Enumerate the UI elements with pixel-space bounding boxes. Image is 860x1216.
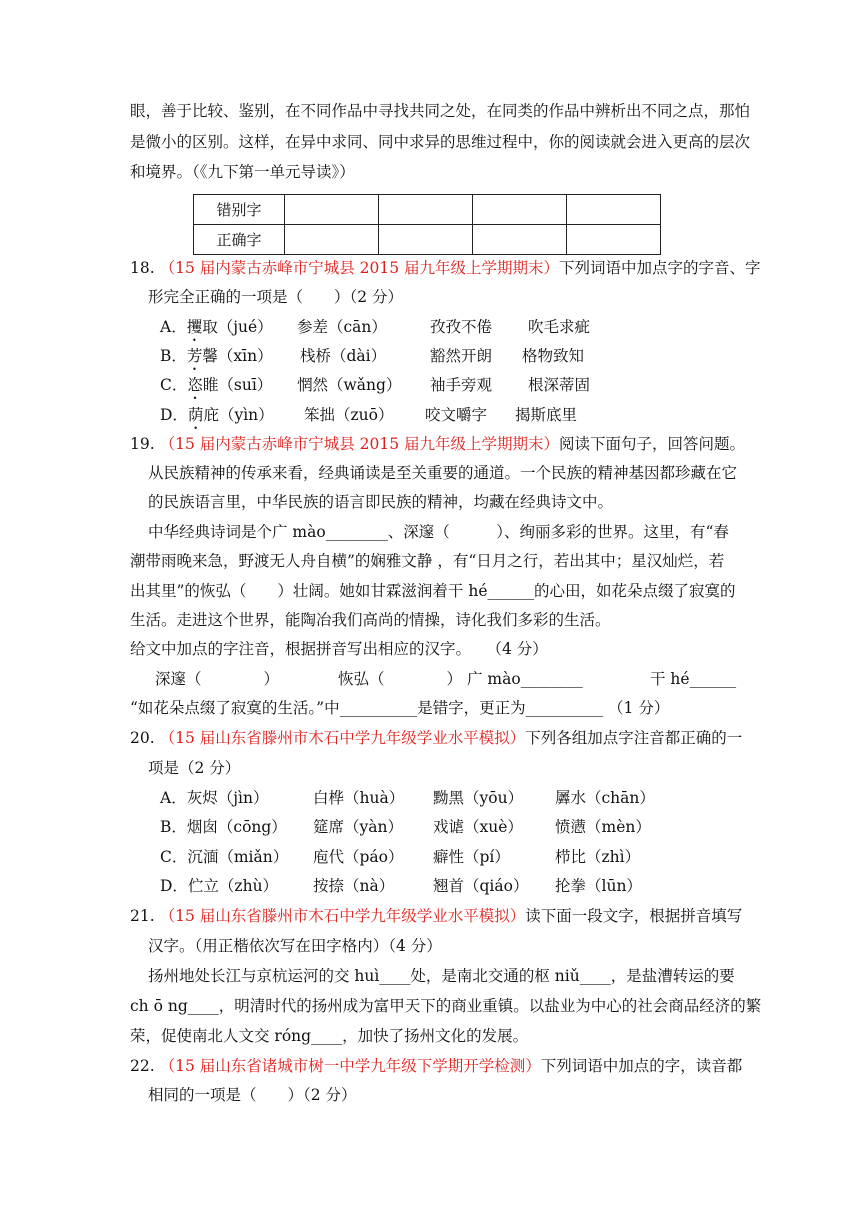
question-number: 20. xyxy=(130,729,155,747)
question-stem: 下列词语中加点字的字音、字 xyxy=(559,259,761,277)
question-source: （15 届内蒙古赤峰市宁城县 2015 届九年级上学期期末） xyxy=(159,435,560,453)
q20-option-d[interactable]: D．伫立（zhù） 按捺（nà） 翘首（qiáo） 抡拳（lūn） xyxy=(160,877,642,895)
table-row xyxy=(194,225,661,255)
question-source: （15 届山东省滕州市木石中学九年级学业水平模拟） xyxy=(159,907,526,925)
question-20-stem-2: 项是（2 分） xyxy=(148,759,241,777)
table-cell[interactable] xyxy=(379,225,473,255)
q20-option-b[interactable]: B．烟囱（cōng） 筵席（yàn） 戏谑（xuè） 愤懑（mèn） xyxy=(160,818,651,836)
question-source: （15 届内蒙古赤峰市宁城县 2015 届九年级上学期期末） xyxy=(159,259,560,277)
table-label-wrong: 错别字 xyxy=(194,195,285,225)
table-row xyxy=(194,195,661,225)
q18-option-b[interactable]: B．芳馨（xīn） 栈桥（dài） 豁然开朗 格物致知 xyxy=(160,347,585,365)
q19-passage-1b: 的民族语言里，中华民族的语言即民族的精神，均藏在经典诗文中。 xyxy=(148,493,614,511)
q18-option-a[interactable]: A．攫取（jué） 参差（cān） 孜孜不倦 吹毛求疵 xyxy=(160,318,591,336)
intro-line-3: 和境界。（《九下第一单元导读》） xyxy=(130,163,355,181)
q19-answer-5[interactable]: “如花朵点缀了寂寞的生活。”中__________是错字，更正为__________ （1 分） xyxy=(130,699,670,717)
question-number: 22. xyxy=(130,1057,155,1075)
table-cell[interactable] xyxy=(285,195,379,225)
question-21-header xyxy=(130,905,742,927)
table-cell[interactable] xyxy=(379,195,473,225)
q18-option-c[interactable]: C．恣睢（suī） 惘然（wǎng） 袖手旁观 根深蒂固 xyxy=(160,376,591,394)
correction-table xyxy=(193,194,661,255)
question-21-stem-2: 汉字。（用正楷依次写在田字格内）（4 分） xyxy=(148,937,442,955)
table-cell[interactable] xyxy=(567,195,661,225)
q20-option-a[interactable]: A．灰烬（jìn） 白桦（huà） 黝黑（yōu） 羼水（chān） xyxy=(160,789,655,807)
question-source: （15 届山东省滕州市木石中学九年级学业水平模拟） xyxy=(159,729,526,747)
intro-line-1: 眼，善于比较、鉴别，在不同作品中寻找共同之处，在同类的作品中辨析出不同之点，那怕 xyxy=(130,102,751,120)
q19-answer-4[interactable]: 干 hé______ xyxy=(650,670,737,688)
q19-answer-2[interactable]: 恢弘（ ） xyxy=(338,670,463,688)
question-source: （15 届山东省诸城市树一中学九年级下学期开学检测） xyxy=(159,1057,541,1075)
question-number: 18. xyxy=(130,259,155,277)
q19-passage-2d: 生活。走进这个世界，能陶冶我们高尚的情操，诗化我们多彩的生活。 xyxy=(130,611,611,629)
question-18-header xyxy=(130,257,761,279)
q21-passage-3: 荣，促使南北人文交 róng____，加快了扬州文化的发展。 xyxy=(130,1027,529,1045)
q18-option-d[interactable]: D．荫庇（yìn） 笨拙（zuō） 咬文嚼字 揭斯底里 xyxy=(160,406,578,424)
table-cell[interactable] xyxy=(567,225,661,255)
question-number: 21. xyxy=(130,907,155,925)
q21-passage-1: 扬州地处长江与京杭运河的交 huì____处，是南北交通的枢 niǔ____，是盐漕转运的要 xyxy=(148,967,735,985)
q19-task: 给文中加点的字注音，根据拼音写出相应的汉字。 （4 分） xyxy=(130,640,548,658)
q19-passage-2c: 出其里”的恢弘（ ）壮阔。她如甘霖滋润着干 hé______的心田，如花朵点缀了寂寞的 xyxy=(130,582,736,600)
question-stem: 读下面一段文字，根据拼音填写 xyxy=(525,907,743,925)
question-22-header xyxy=(130,1055,742,1077)
question-19-header xyxy=(130,433,745,455)
q19-answer-3[interactable]: 广 mào________ xyxy=(467,670,583,688)
table-label-correct: 正确字 xyxy=(194,225,285,255)
q19-passage-2a: 中华经典诗词是个广 mào________、深邃（ ）、绚丽多彩的世界。这里，有“春 xyxy=(148,523,729,541)
question-stem: 下列词语中加点的字，读音都 xyxy=(540,1057,743,1075)
question-stem: 下列各组加点字注音都正确的一 xyxy=(525,729,743,747)
table-cell[interactable] xyxy=(473,195,567,225)
q20-option-c[interactable]: C．沉湎（miǎn） 庖代（páo） 癖性（pí） 栉比（zhì） xyxy=(160,848,641,866)
question-22-stem-2: 相同的一项是（ ）（2 分） xyxy=(148,1086,357,1104)
question-stem: 阅读下面句子，回答问题。 xyxy=(559,435,746,453)
table-cell[interactable] xyxy=(285,225,379,255)
table-cell[interactable] xyxy=(473,225,567,255)
q19-passage-1a: 从民族精神的传承来看，经典诵读是至关重要的通道。一个民族的精神基因都珍藏在它 xyxy=(148,464,738,482)
question-18-stem-2: 形完全正确的一项是（ ）（2 分） xyxy=(148,288,404,306)
question-number: 19. xyxy=(130,435,155,453)
q21-passage-2: ch ō ng____，明清时代的扬州成为富甲天下的商业重镇。以盐业为中心的社会商品经济的繁 xyxy=(130,997,762,1015)
q19-answer-1[interactable]: 深邃（ ） xyxy=(155,670,280,688)
q19-passage-2b: 潮带雨晚来急，野渡无人舟自横”的娴雅文静 ，有“日月之行，若出其中；星汉灿烂，若 xyxy=(130,552,725,570)
intro-line-2: 是微小的区别。这样，在异中求同、同中求异的思维过程中，你的阅读就会进入更高的层次 xyxy=(130,133,751,151)
question-20-header xyxy=(130,727,742,749)
